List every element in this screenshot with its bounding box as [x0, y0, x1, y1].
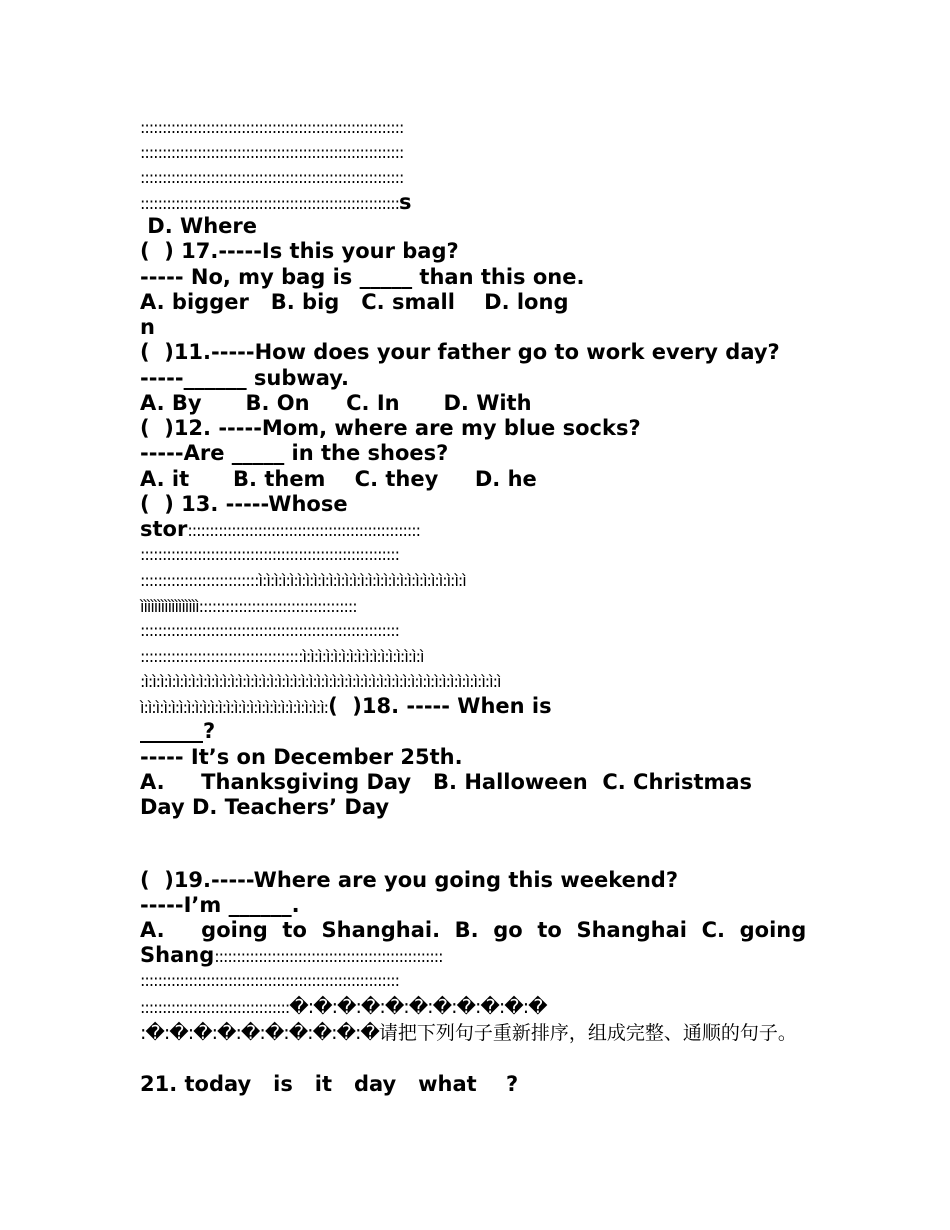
- garbled-text-row: ꞉꞉꞉꞉꞉꞉꞉꞉꞉꞉꞉꞉꞉꞉꞉꞉꞉꞉꞉꞉꞉꞉꞉꞉꞉꞉꞉꞉꞉꞉꞉꞉꞉꞉꞉꞉꞉꞉꞉꞉꞉꞉꞉꞉꞉꞉꞉꞉꞉꞉꞉꞉꞉꞉꞉꞉꞉꞉꞉: [140, 971, 400, 990]
- option-fragment: D. Where: [140, 214, 257, 238]
- garbled-text-row: [140, 593, 357, 619]
- question-11-options: A. By B. On C. In D. With: [140, 391, 532, 415]
- garbled-text: ꞉꞉꞉꞉꞉꞉꞉꞉꞉꞉꞉꞉꞉꞉꞉꞉꞉꞉꞉꞉꞉꞉꞉꞉꞉꞉꞉꞉꞉꞉꞉꞉꞉꞉꞉꞉꞉꞉꞉꞉꞉꞉꞉꞉꞉꞉꞉꞉꞉꞉꞉꞉꞉: [187, 521, 421, 540]
- instruction-text: 请把下列句子重新排序，组成完整、通顺的句子。: [378, 1022, 797, 1044]
- question-12-options: A. it B. them C. they D. he: [140, 467, 537, 491]
- question-11-reply: -----______ subway.: [140, 366, 350, 390]
- question-11: ( )11.-----How does your father go to work every day?: [140, 340, 780, 364]
- garbled-text-row: [140, 190, 412, 216]
- question-18-text: ( )18. ----- When is: [328, 694, 552, 718]
- garbled-text: ꞉꞉꞉꞉꞉꞉꞉꞉꞉꞉꞉꞉꞉꞉꞉꞉꞉꞉꞉꞉꞉꞉꞉꞉꞉꞉꞉꞉꞉꞉꞉꞉꞉꞉꞉꞉꞉: [140, 647, 303, 666]
- garbled-text: �꞉�꞉�꞉�꞉�꞉�꞉�꞉�꞉�꞉�꞉�: [289, 996, 547, 1018]
- question-12: ( )12. -----Mom, where are my blue socks?: [140, 416, 641, 440]
- garbled-text-row: [140, 567, 466, 593]
- garbled-tail: s: [399, 190, 412, 214]
- garbled-text: ì꞉ì꞉ì꞉ì꞉ì꞉ì꞉ì꞉ì꞉ì꞉ì꞉ì꞉ì꞉ì꞉ì꞉ì꞉ì꞉ì꞉ì꞉ì꞉ì꞉ì꞉ì꞉ì꞉ì꞉ì꞉ì꞉ì: [258, 571, 466, 590]
- question-17-reply: ----- No, my bag is _____ than this one.: [140, 265, 585, 289]
- garbled-text: ꞉꞉꞉꞉꞉꞉꞉꞉꞉꞉꞉꞉꞉꞉꞉꞉꞉꞉꞉꞉꞉꞉꞉꞉꞉꞉꞉꞉꞉꞉꞉꞉꞉꞉꞉꞉: [198, 597, 357, 616]
- text-fragment: Shang: [140, 943, 215, 967]
- garbled-text-row: ꞉꞉꞉꞉꞉꞉꞉꞉꞉꞉꞉꞉꞉꞉꞉꞉꞉꞉꞉꞉꞉꞉꞉꞉꞉꞉꞉꞉꞉꞉꞉꞉꞉꞉꞉꞉꞉꞉꞉꞉꞉꞉꞉꞉꞉꞉꞉꞉꞉꞉꞉꞉꞉꞉꞉꞉꞉꞉꞉꞉: [140, 118, 404, 137]
- question-18-options-continued: Day D. Teachers’ Day: [140, 795, 390, 819]
- garbled-text: ꞉꞉꞉꞉꞉꞉꞉꞉꞉꞉꞉꞉꞉꞉꞉꞉꞉꞉꞉꞉꞉꞉꞉꞉꞉꞉꞉: [140, 571, 259, 590]
- text-fragment: stor: [140, 517, 188, 541]
- garbled-text: ꞉�꞉�꞉�꞉�꞉�꞉�꞉�꞉�꞉�꞉�: [140, 1022, 379, 1044]
- question-21: 21. today is it day what ?: [140, 1072, 519, 1096]
- garbled-text-row: ꞉꞉꞉꞉꞉꞉꞉꞉꞉꞉꞉꞉꞉꞉꞉꞉꞉꞉꞉꞉꞉꞉꞉꞉꞉꞉꞉꞉꞉꞉꞉꞉꞉꞉꞉꞉꞉꞉꞉꞉꞉꞉꞉꞉꞉꞉꞉꞉꞉꞉꞉꞉꞉꞉꞉꞉꞉꞉꞉: [140, 621, 400, 640]
- question-18-reply: ----- It’s on December 25th.: [140, 745, 463, 769]
- garbled-text: ꞉꞉꞉꞉꞉꞉꞉꞉꞉꞉꞉꞉꞉꞉꞉꞉꞉꞉꞉꞉꞉꞉꞉꞉꞉꞉꞉꞉꞉꞉꞉꞉꞉꞉꞉꞉꞉꞉꞉꞉꞉꞉꞉꞉꞉꞉꞉꞉꞉꞉꞉꞉꞉꞉꞉꞉꞉꞉꞉: [140, 194, 400, 213]
- garbled-text-row: ꞉꞉꞉꞉꞉꞉꞉꞉꞉꞉꞉꞉꞉꞉꞉꞉꞉꞉꞉꞉꞉꞉꞉꞉꞉꞉꞉꞉꞉꞉꞉꞉꞉꞉꞉꞉꞉꞉꞉꞉꞉꞉꞉꞉꞉꞉꞉꞉꞉꞉꞉꞉꞉꞉꞉꞉꞉꞉꞉: [140, 545, 400, 564]
- garbled-text-row: ꞉ì꞉ì꞉ì꞉ì꞉ì꞉ì꞉ì꞉ì꞉ì꞉ì꞉ì꞉ì꞉ì꞉ì꞉ì꞉ì꞉ì꞉ì꞉ì꞉ì꞉ì꞉ì꞉ì꞉ì꞉ì꞉ì꞉ì꞉ì꞉ì꞉ì꞉ì꞉ì꞉ì꞉ì꞉ì꞉ì꞉ì꞉ì꞉ì꞉ì꞉ì꞉ì꞉ì꞉ì꞉ì꞉ì: [140, 672, 501, 691]
- question-17: ( ) 17.-----Is this your bag?: [140, 239, 459, 263]
- question-19-options-continued: [140, 943, 443, 969]
- question-19-reply: -----I’m ______.: [140, 893, 300, 917]
- section-instruction: [140, 1020, 797, 1046]
- question-18: [140, 694, 552, 720]
- question-18-options: A. Thanksgiving Day B. Halloween C. Christmas: [140, 770, 753, 794]
- question-13-continuation: [140, 517, 420, 543]
- question-19-options: A. going to Shanghai. B. go to Shanghai C. going: [140, 918, 807, 942]
- text-fragment: n: [140, 315, 155, 339]
- garbled-text-row: [140, 643, 423, 669]
- garbled-text-row: ꞉꞉꞉꞉꞉꞉꞉꞉꞉꞉꞉꞉꞉꞉꞉꞉꞉꞉꞉꞉꞉꞉꞉꞉꞉꞉꞉꞉꞉꞉꞉꞉꞉꞉꞉꞉꞉꞉꞉꞉꞉꞉꞉꞉꞉꞉꞉꞉꞉꞉꞉꞉꞉꞉꞉꞉꞉꞉꞉꞉: [140, 168, 404, 187]
- garbled-text: ꞉꞉꞉꞉꞉꞉꞉꞉꞉꞉꞉꞉꞉꞉꞉꞉꞉꞉꞉꞉꞉꞉꞉꞉꞉꞉꞉꞉꞉꞉꞉꞉꞉꞉: [140, 998, 290, 1017]
- question-18-blank: ______?: [140, 719, 216, 743]
- question-12-reply: -----Are _____ in the shoes?: [140, 441, 449, 465]
- garbled-text-row: [140, 994, 547, 1020]
- question-17-options: A. bigger B. big C. small D. long: [140, 290, 569, 314]
- garbled-text: ì꞉ì꞉ì꞉ì꞉ì꞉ì꞉ì꞉ì꞉ì꞉ì꞉ì꞉ì꞉ì꞉ì꞉ì꞉ì꞉ì꞉ì꞉ì꞉ì꞉ì꞉ì꞉ì꞉ì꞉: [140, 698, 329, 717]
- question-13: ( ) 13. -----Whose: [140, 492, 348, 516]
- garbled-text: ꞉꞉꞉꞉꞉꞉꞉꞉꞉꞉꞉꞉꞉꞉꞉꞉꞉꞉꞉꞉꞉꞉꞉꞉꞉꞉꞉꞉꞉꞉꞉꞉꞉꞉꞉꞉꞉꞉꞉꞉꞉꞉꞉꞉꞉꞉꞉꞉꞉꞉꞉꞉: [214, 947, 443, 966]
- garbled-text: ììììììììììììììììì: [140, 597, 199, 616]
- garbled-text: ì꞉ì꞉ì꞉ì꞉ì꞉ì꞉ì꞉ì꞉ì꞉ì꞉ì꞉ì꞉ì꞉ì꞉ì꞉ì: [302, 647, 424, 666]
- question-19: ( )19.-----Where are you going this weekend?: [140, 868, 679, 892]
- garbled-text-row: ꞉꞉꞉꞉꞉꞉꞉꞉꞉꞉꞉꞉꞉꞉꞉꞉꞉꞉꞉꞉꞉꞉꞉꞉꞉꞉꞉꞉꞉꞉꞉꞉꞉꞉꞉꞉꞉꞉꞉꞉꞉꞉꞉꞉꞉꞉꞉꞉꞉꞉꞉꞉꞉꞉꞉꞉꞉꞉꞉꞉: [140, 143, 404, 162]
